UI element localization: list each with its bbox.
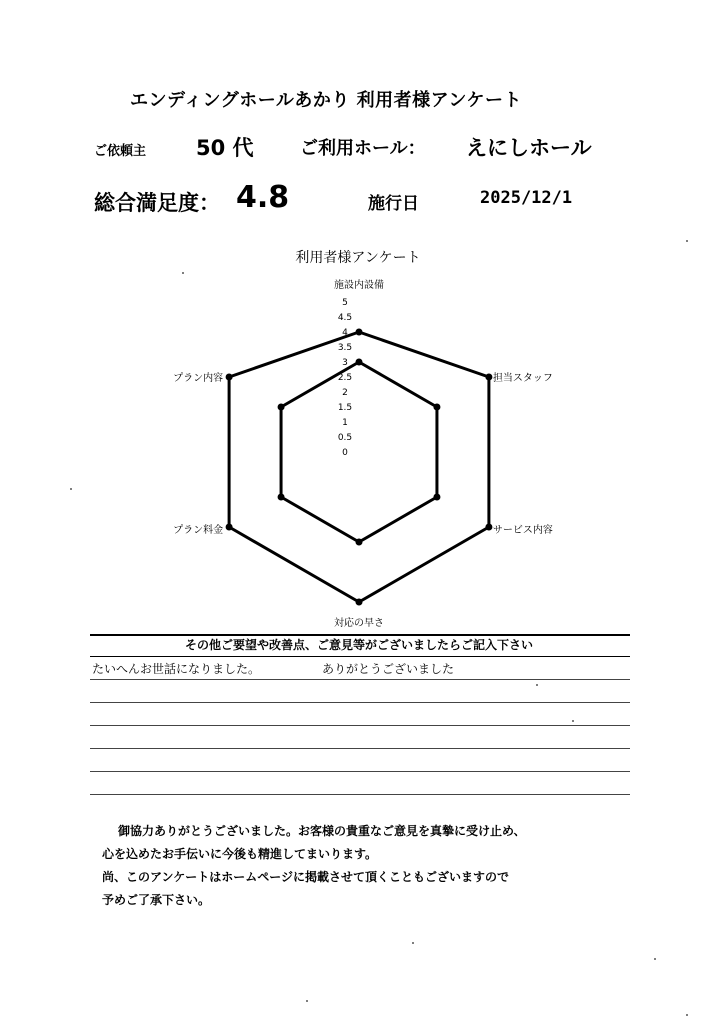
scan-speck: [686, 240, 688, 242]
radar-point: [356, 539, 363, 546]
radar-point: [226, 524, 233, 531]
scan-speck: [686, 1014, 688, 1016]
scan-speck: [182, 272, 184, 274]
chart-title: 利用者様アンケート: [295, 250, 421, 266]
comment-rule: [90, 748, 630, 749]
satisfaction-value: 4.8: [236, 180, 290, 215]
footer-line: 尚、このアンケートはホームページに掲載させて頂くこともございますので: [102, 870, 510, 884]
footer-line: 心を込めたお手伝いに今後も精進してまいります。: [102, 847, 378, 861]
radar-tick-labels: [338, 298, 352, 458]
radar-axis-label: サービス内容: [492, 525, 553, 536]
comment-rule: [90, 725, 630, 726]
radar-tick-label: 2.5: [337, 373, 353, 383]
scan-speck: [536, 684, 538, 686]
comment-rule: [90, 702, 630, 703]
radar-axis-label: プラン料金: [173, 525, 224, 536]
radar-point: [485, 524, 492, 531]
radar-point: [433, 494, 440, 501]
client-label: ご依頼主: [94, 144, 147, 159]
radar-tick-label: 3.5: [337, 343, 353, 353]
radar-axis-label: 施設内設備: [334, 280, 384, 291]
scan-speck: [654, 958, 656, 960]
radar-axis-label: プラン内容: [173, 373, 224, 384]
client-age-value: 50 代: [196, 136, 254, 160]
radar-point: [485, 374, 492, 381]
footer-line: 予めご了承下さい。: [102, 893, 211, 907]
footer-line: 御協力ありがとうございました。お客様の貴重なご意見を真摯に受け止め、: [118, 824, 526, 838]
service-date-label: 施行日: [368, 194, 419, 214]
service-date-value: 2025/12/1: [480, 188, 573, 208]
radar-tick-label: 0.5: [337, 433, 353, 443]
scan-speck: [306, 1000, 308, 1002]
radar-point: [278, 494, 285, 501]
comment-header: その他ご要望や改善点、ご意見等がございましたらご記入下さい: [184, 638, 533, 652]
radar-axis-label: 担当スタッフ: [492, 373, 553, 384]
radar-series-line: [281, 362, 437, 542]
radar-tick-label: 0: [342, 448, 348, 458]
radar-point: [356, 359, 363, 366]
radar-tick-label: 4: [342, 328, 348, 338]
hall-name-value: えにしホール: [466, 136, 592, 160]
radar-point: [226, 374, 233, 381]
scan-speck: [70, 488, 72, 490]
radar-tick-label: 1.5: [337, 403, 353, 413]
comment-rule: [90, 794, 630, 795]
radar-tick-label: 1: [342, 418, 348, 428]
radar-tick-label: 4.5: [337, 313, 353, 323]
form-title: エンディングホールあかり 利用者様アンケート: [130, 90, 523, 111]
comment-text: たいへんお世話になりました。: [92, 662, 261, 676]
radar-series-line: [229, 332, 489, 602]
radar-point: [356, 599, 363, 606]
comment-header-rule: [90, 656, 630, 657]
radar-point: [433, 404, 440, 411]
radar-point: [356, 329, 363, 336]
comment-rule: [90, 771, 630, 772]
comment-text: ありがとうございました: [322, 662, 455, 676]
radar-tick-label: 2: [342, 388, 348, 398]
radar-axis-label: 対応の早さ: [334, 618, 384, 629]
comment-rule: [90, 679, 630, 680]
scan-speck: [572, 720, 574, 722]
satisfaction-label: 総合満足度：: [94, 191, 220, 215]
radar-point: [278, 404, 285, 411]
radar-series: [226, 329, 493, 606]
hall-label: ご利用ホール：: [300, 138, 426, 159]
radar-tick-label: 3: [342, 358, 348, 368]
scan-speck: [412, 942, 414, 944]
radar-tick-label: 5: [342, 298, 348, 308]
